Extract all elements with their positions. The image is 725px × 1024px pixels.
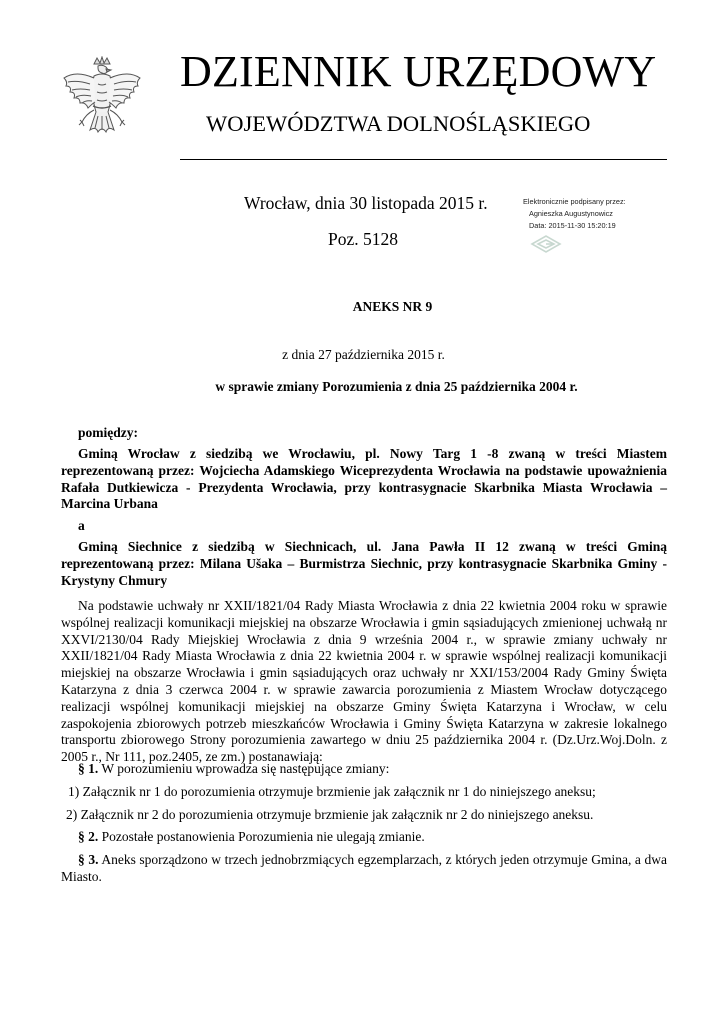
signature-signer: Agnieszka Augustynowicz (529, 209, 613, 218)
publication-title: DZIENNIK URZĘDOWY (180, 47, 657, 96)
legal-basis-paragraph: Na podstawie uchwały nr XXII/1821/04 Rady Miasta Wrocławia z dnia 22 kwietnia 2004 roku w sprawie wspólnej realizacji komunikacji miejskiej na obszarze Wrocławia i gmin sąsiadujących zmienionej uchwałą nr XXVI/2130/04 Rady Miejskiej Wrocławia z dnia 9 września 2004 r., w sprawie zmiany uchwały nr XXII/1821/04 Rady Miasta Wrocławia z dnia 22 kwietnia 2004 r. w sprawie wspólnej realizacji komunikacji miejskiej na obszarze Wrocławia i gmin sąsiadujących oraz uchwały nr XXI/153/2004 Rady Gminy Święta Katarzyna z dnia 3 czerwca 2004 r. w sprawie zawarcia porozumienia z Miastem Wrocław dotyczącego realizacji wspólnej komunikacji miejskiej na obszarze Gminy Święta Katarzyna i Wrocław, w celu zaspokojenia zbiorowych potrzeb mieszkańców Wrocławia i Gminy Święta Katarzyna w zakresie lokalnego transportu zbiorowego Strony porozumienia zawartego w dniu 25 października 2004 r. (Dz.Urz.Woj.Doln. z 2005 r., Nr 111, poz.2405, ze zm.) postanawiają: (61, 598, 667, 765)
section-1-number: § 1. (78, 761, 99, 776)
document-title: ANEKS NR 9 (352, 299, 433, 314)
document-subject: w sprawie zmiany Porozumienia z dnia 25 października 2004 r. (215, 379, 578, 394)
section-3-text: Aneks sporządzono w trzech jednobrzmiących egzemplarzach, z których jeden otrzymuje Gmina, a dwa Miasto. (61, 852, 667, 884)
section-1-text: W porozumieniu wprowadza się następujące zmiany: (98, 761, 390, 776)
position-number: Poz. 5128 (328, 229, 398, 249)
section-2-text: Pozostałe postanowienia Porozumienia nie ulegają zmianie. (98, 829, 425, 844)
party-siechnice: Gminą Siechnice z siedzibą w Siechnicach, ul. Jana Pawła II 12 zwaną w treści Gminą reprezentowaną przez: Milana Ušaka – Burmistrza Siechnic, przy kontrasygnacie Skarbnika Gminy -Krystyny Chmury (61, 539, 667, 588)
electronic-signature-box (523, 196, 673, 232)
list-item: 1) Załącznik nr 1 do porozumienia otrzymuje brzmienie jak załącznik nr 1 do niniejszego aneksu; (68, 784, 596, 799)
header-divider (180, 159, 667, 160)
section-3-number: § 3. (78, 852, 99, 867)
section-2 (78, 829, 684, 846)
section-3 (61, 852, 667, 886)
signature-date: Data: 2015-11-30 15:20:19 (529, 221, 616, 230)
document-date: z dnia 27 października 2015 r. (282, 347, 445, 362)
parties-intro: pomiędzy: (78, 425, 138, 440)
publication-subtitle: WOJEWÓDZTWA DOLNOŚLĄSKIEGO (206, 111, 591, 136)
party-wroclaw: Gminą Wrocław z siedzibą we Wrocławiu, pl. Nowy Targ 1 -8 zwaną w treści Miastem reprezentowaną przez: Wojciecha Adamskiego Wiceprezydenta Wrocławia na podstawie upoważnienia Rafała Dutkiewicza - Prezydenta Wrocławia, przy kontrasygnacie Skarbnika Miasta Wrocławia – Marcina Urbana (61, 446, 667, 512)
section-1 (78, 761, 684, 778)
signature-label: Elektronicznie podpisany przez: (523, 197, 626, 206)
parties-conjunction: a (78, 518, 85, 533)
list-item: 2) Załącznik nr 2 do porozumienia otrzymuje brzmienie jak załącznik nr 2 do niniejszego aneksu. (66, 807, 594, 822)
issue-date: Wrocław, dnia 30 listopada 2015 r. (244, 193, 488, 213)
section-2-number: § 2. (78, 829, 99, 844)
eagle-emblem-icon (60, 56, 144, 156)
signature-seal-icon (528, 233, 564, 255)
